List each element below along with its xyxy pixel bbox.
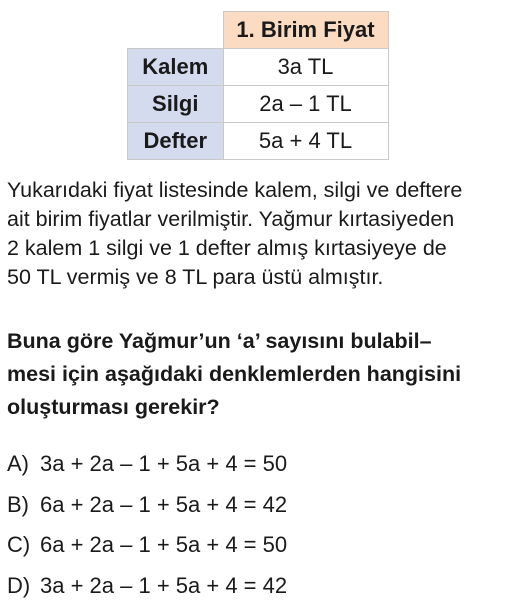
question-line: mesi için aşağıdaki denklemlerden hangisini xyxy=(7,362,462,386)
price-cell-kalem: 3a TL xyxy=(223,49,388,86)
price-table xyxy=(127,11,389,160)
price-cell-silgi: 2a – 1 TL xyxy=(223,86,388,123)
answer-options xyxy=(7,444,287,606)
option-letter: A) xyxy=(7,451,29,476)
table-row xyxy=(128,49,389,86)
price-cell-defter: 5a + 4 TL xyxy=(223,123,388,160)
table-row xyxy=(128,123,389,160)
option-letter: D) xyxy=(7,572,31,598)
question-line: oluşturması gerekir? xyxy=(7,395,220,419)
table-header-row xyxy=(128,12,389,49)
paragraph-line: ait birim fiyatlar verilmiştir. Yağmur kırtasiyeden xyxy=(7,207,455,231)
question-text xyxy=(7,325,512,424)
question-line: Buna göre Yağmur’un ‘a’ sayısını bulabil– xyxy=(7,329,432,353)
option-b[interactable] xyxy=(7,485,287,526)
option-letter: B) xyxy=(7,491,29,517)
option-letter: C) xyxy=(7,532,31,557)
option-a[interactable] xyxy=(7,444,287,485)
column-header-unit-price: 1. Birim Fiyat xyxy=(223,12,388,49)
option-text: 3a + 2a – 1 + 5a + 4 = 50 xyxy=(40,451,288,476)
option-text: 6a + 2a – 1 + 5a + 4 = 50 xyxy=(40,532,288,557)
option-text: 3a + 2a – 1 + 5a + 4 = 42 xyxy=(40,572,288,598)
table-row xyxy=(128,86,389,123)
table-corner-cell xyxy=(128,12,224,49)
option-text: 6a + 2a – 1 + 5a + 4 = 42 xyxy=(40,491,288,517)
option-c[interactable] xyxy=(7,525,287,566)
option-d[interactable] xyxy=(7,566,287,607)
row-header-silgi: Silgi xyxy=(128,86,224,123)
paragraph-line: 2 kalem 1 silgi ve 1 defter almış kırtasiyeye de xyxy=(7,236,447,260)
row-header-kalem: Kalem xyxy=(128,49,224,86)
paragraph-line: 50 TL vermiş ve 8 TL para üstü almıştır. xyxy=(7,265,384,289)
paragraph-line: Yukarıdaki fiyat listesinde kalem, silgi ve deftere xyxy=(7,178,463,202)
problem-paragraph xyxy=(7,176,512,292)
row-header-defter: Defter xyxy=(128,123,224,160)
